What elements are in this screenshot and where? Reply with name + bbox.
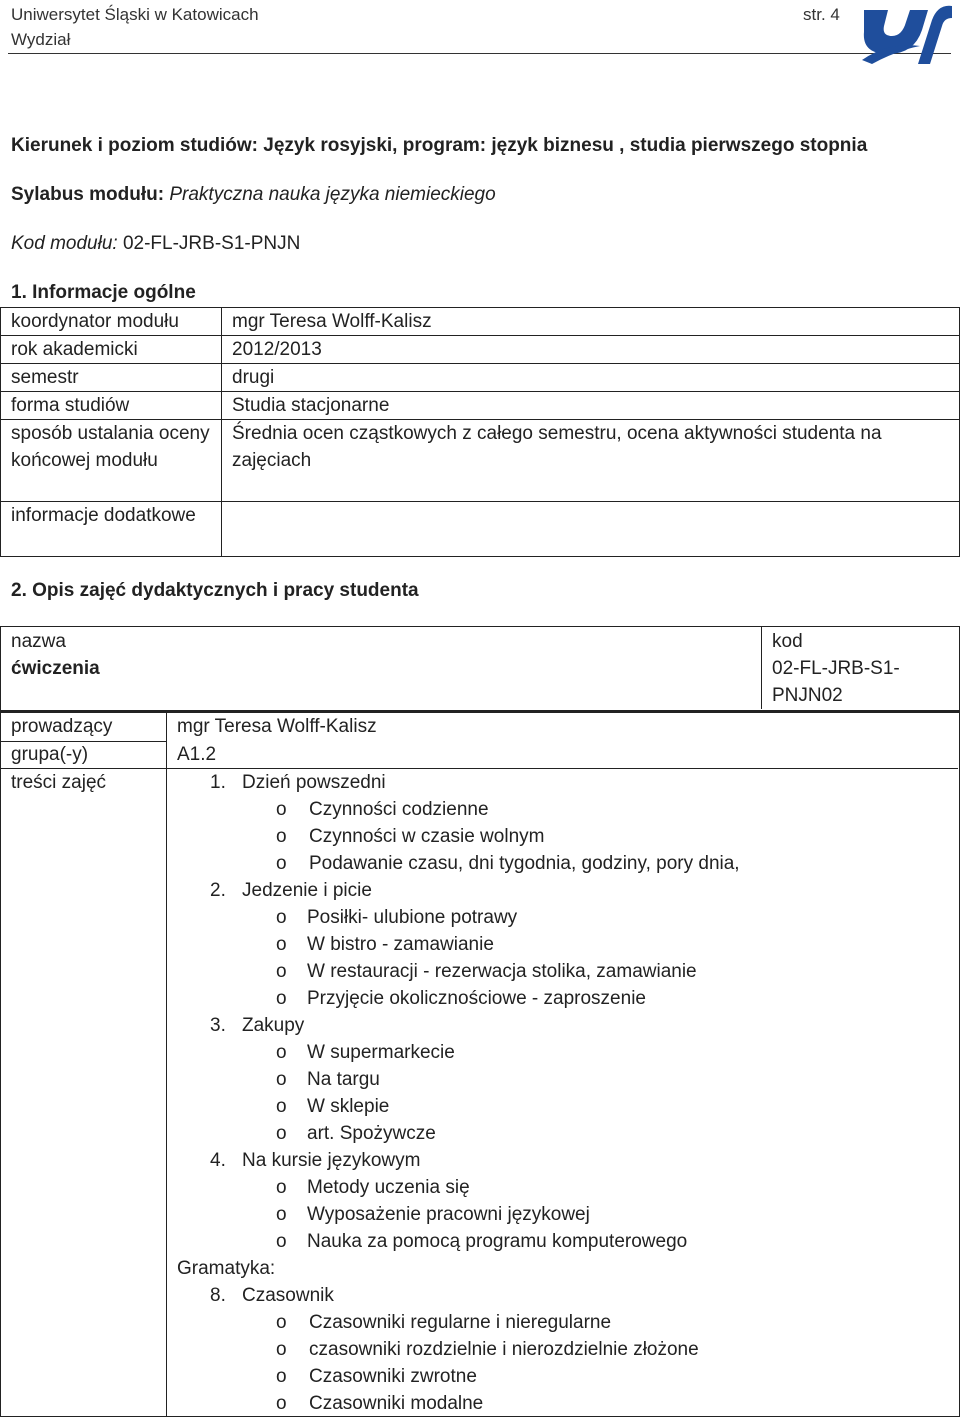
university-name: Uniwersytet Śląski w Katowicach: [11, 5, 259, 24]
bullet: o: [276, 1231, 287, 1252]
syllabus-line: [11, 184, 496, 206]
bullet: o: [276, 1339, 287, 1360]
bullet: o: [276, 1123, 287, 1144]
info-key: semestr: [1, 364, 222, 392]
topic-number: 4.: [210, 1150, 226, 1171]
list-item: W bistro - zamawianie: [307, 934, 494, 955]
bullet: o: [276, 961, 287, 982]
list-item: art. Spożywcze: [307, 1123, 436, 1144]
info-key: sposób ustalania oceny końcowej modułu: [1, 420, 222, 502]
syllabus-label: Sylabus modułu:: [11, 184, 165, 205]
bullet: o: [276, 1069, 287, 1090]
section1-heading: 1. Informacje ogólne: [11, 282, 196, 303]
leader-label: prowadzący: [11, 716, 113, 737]
page-number: str. 4: [803, 5, 840, 24]
list-item: W supermarkecie: [307, 1042, 455, 1063]
info-value: 2012/2013: [222, 336, 960, 364]
info-key: rok akademicki: [1, 336, 222, 364]
table-row: [1, 392, 960, 420]
bullet: o: [276, 988, 287, 1009]
list-item: Czasowniki zwrotne: [309, 1366, 477, 1387]
bullet: o: [276, 934, 287, 955]
topic-number: 1.: [210, 772, 226, 793]
list-item: Na targu: [307, 1069, 380, 1090]
list-item: W restauracji - rezerwacja stolika, zamawianie: [307, 961, 697, 982]
bullet: o: [276, 1042, 287, 1063]
header-divider: [8, 53, 951, 54]
bullet: o: [276, 1096, 287, 1117]
code-value: 02-FL-JRB-S1-: [772, 658, 900, 679]
info-value: Studia stacjonarne: [222, 392, 960, 420]
topic-title: Zakupy: [242, 1015, 305, 1036]
topic-number: 2.: [210, 880, 226, 901]
bullet: o: [276, 1204, 287, 1225]
leader-value: mgr Teresa Wolff-Kalisz: [177, 716, 377, 737]
table-row: [1, 336, 960, 364]
info-key: forma studiów: [1, 392, 222, 420]
info-key: koordynator modułu: [1, 308, 222, 336]
group-label: grupa(-y): [11, 744, 89, 765]
code-label: kod: [772, 631, 803, 652]
bullet: o: [276, 1177, 287, 1198]
grammar-label: Gramatyka:: [177, 1258, 276, 1279]
name-label: nazwa: [11, 631, 66, 652]
faculty-name: Wydział: [11, 30, 71, 49]
list-item: Czynności w czasie wolnym: [309, 826, 545, 847]
bullet: o: [276, 1312, 287, 1333]
code-value-cont: PNJN02: [772, 685, 843, 706]
bullet: o: [276, 826, 287, 847]
syllabus-value: Praktyczna nauka języka niemieckiego: [169, 184, 496, 205]
row-divider: [0, 768, 958, 769]
list-item: Metody uczenia się: [307, 1177, 470, 1198]
topic-title: Czasownik: [242, 1285, 334, 1306]
info-value: drugi: [222, 364, 960, 392]
direction-label: Kierunek i poziom studiów:: [11, 135, 259, 156]
name-value: ćwiczenia: [11, 658, 100, 679]
topic-number: 8.: [210, 1285, 226, 1306]
info-value: Średnia ocen cząstkowych z całego semestru, ocena aktywności studenta na zajęciach: [222, 420, 960, 502]
list-item: Czasowniki modalne: [309, 1393, 484, 1414]
list-item: Posiłki- ulubione potrawy: [307, 907, 518, 928]
list-item: czasowniki rozdzielnie i nierozdzielnie złożone: [309, 1339, 699, 1360]
list-item: Czasowniki regularne i nieregularne: [309, 1312, 612, 1333]
list-item: Podawanie czasu, dni tygodnia, godziny, pory dnia,: [309, 853, 740, 874]
list-item: Przyjęcie okolicznościowe - zaproszenie: [307, 988, 646, 1009]
column-divider: [166, 712, 167, 1416]
bullet: o: [276, 853, 287, 874]
topic-title: Jedzenie i picie: [242, 880, 372, 901]
code-divider: [761, 626, 762, 709]
table-row: [1, 364, 960, 392]
table-row: [1, 308, 960, 336]
table-row: [1, 420, 960, 502]
bullet: o: [276, 1366, 287, 1387]
module-code-value: 02-FL-JRB-S1-PNJN: [122, 233, 301, 254]
list-item: Czynności codzienne: [309, 799, 489, 820]
study-direction: [11, 135, 867, 157]
topic-title: Dzień powszedni: [242, 772, 386, 793]
university-logo: [858, 2, 952, 68]
table-row: [1, 502, 960, 557]
bullet: o: [276, 799, 287, 820]
bullet: o: [276, 907, 287, 928]
list-item: Nauka za pomocą programu komputerowego: [307, 1231, 688, 1252]
section2-heading: 2. Opis zajęć dydaktycznych i pracy studenta: [11, 580, 419, 601]
topic-title: Na kursie językowym: [242, 1150, 421, 1171]
info-key: informacje dodatkowe: [1, 502, 222, 557]
content-label: treści zajęć: [11, 772, 107, 793]
list-item: Wyposażenie pracowni językowej: [307, 1204, 590, 1225]
general-info-table: [0, 307, 960, 557]
list-item: W sklepie: [307, 1096, 390, 1117]
bullet: o: [276, 1393, 287, 1414]
direction-value: Język rosyjski, program: język biznesu , studia pierwszego stopnia: [263, 135, 868, 156]
topic-number: 3.: [210, 1015, 226, 1036]
info-value: [222, 502, 960, 557]
group-value: A1.2: [177, 744, 217, 765]
module-code-label: Kod modułu:: [11, 233, 118, 254]
info-value: mgr Teresa Wolff-Kalisz: [222, 308, 960, 336]
module-code-line: [11, 233, 300, 255]
